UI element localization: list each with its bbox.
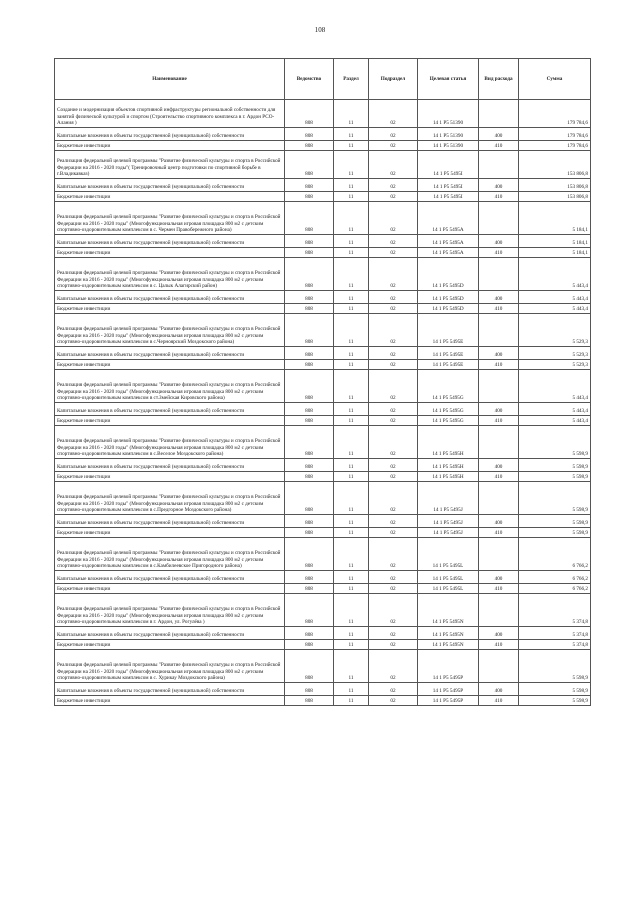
cell-name: Капитальные вложения в объекты государственной (муниципальной) собственности: [55, 403, 285, 416]
cell-amount: 5 598,9: [519, 482, 591, 515]
cell-name: Реализация федеральной целевой программы "Развитие физической культуры и спорта в Российской Федерации на 2016 - 2020 годы" (Многофункциональная игровая площадка 800 м2 с детским спортивно-оздоровительным комплексом в с. Хурикау Моздокского района): [55, 650, 285, 683]
cell-target: 14 1 P5 5495J: [418, 515, 479, 528]
cell-expense-type: [479, 314, 519, 347]
cell-section: 11: [334, 248, 369, 258]
cell-target: 14 1 P5 5495L: [418, 571, 479, 584]
column-header-section: Раздел: [334, 59, 369, 100]
cell-target: 14 1 P5 5495N: [418, 627, 479, 640]
cell-subsection: 02: [369, 192, 418, 202]
column-header-subsection: Подраздел: [369, 59, 418, 100]
cell-section: 11: [334, 459, 369, 472]
cell-department: 808: [285, 304, 334, 314]
table-row: [55, 179, 591, 192]
cell-section: 11: [334, 179, 369, 192]
cell-section: 11: [334, 594, 369, 627]
cell-department: 808: [285, 202, 334, 235]
cell-department: 808: [285, 179, 334, 192]
cell-department: 808: [285, 696, 334, 706]
cell-section: 11: [334, 141, 369, 151]
cell-amount: 5 374,8: [519, 640, 591, 650]
cell-name: Бюджетные инвестиции: [55, 192, 285, 202]
table-header-row: [55, 59, 591, 100]
cell-subsection: 02: [369, 696, 418, 706]
cell-amount: 5 598,9: [519, 459, 591, 472]
cell-subsection: 02: [369, 128, 418, 141]
cell-amount: 5 529,3: [519, 360, 591, 370]
cell-expense-type: [479, 426, 519, 459]
cell-section: 11: [334, 347, 369, 360]
column-header-department: Ведомство: [285, 59, 334, 100]
cell-target: 14 1 P5 5495N: [418, 640, 479, 650]
cell-amount: 5 598,9: [519, 696, 591, 706]
cell-department: 808: [285, 258, 334, 291]
cell-section: 11: [334, 538, 369, 571]
cell-amount: 5 529,3: [519, 347, 591, 360]
cell-target: 14 1 P5 5495G: [418, 416, 479, 426]
table-row: [55, 594, 591, 627]
cell-target: 14 1 P5 51390: [418, 100, 479, 128]
table-row: [55, 151, 591, 179]
cell-section: 11: [334, 370, 369, 403]
cell-subsection: 02: [369, 640, 418, 650]
column-header-expense-type: Вид расхода: [479, 59, 519, 100]
cell-name: Реализация федеральной целевой программы "Развитие физической культуры и спорта в Российской Федерации на 2016 - 2020 годы" (Многофункциональная игровая площадка 800 м2 с детским спортивно-оздоровительным комплексом в с.Черноярский Моздокского района): [55, 314, 285, 347]
cell-expense-type: 410: [479, 696, 519, 706]
cell-name: Капитальные вложения в объекты государственной (муниципальной) собственности: [55, 627, 285, 640]
cell-expense-type: [479, 594, 519, 627]
cell-section: 11: [334, 416, 369, 426]
cell-department: 808: [285, 291, 334, 304]
cell-target: 14 1 P5 5495E: [418, 347, 479, 360]
cell-section: 11: [334, 650, 369, 683]
cell-section: 11: [334, 235, 369, 248]
cell-expense-type: 410: [479, 640, 519, 650]
cell-department: 808: [285, 128, 334, 141]
cell-target: 14 1 P5 5495E: [418, 314, 479, 347]
table-row: [55, 416, 591, 426]
cell-department: 808: [285, 528, 334, 538]
cell-name: Реализация федеральной целевой программы "Развитие физической культуры и спорта в Российской Федерации на 2016 - 2020 годы" (Многофункциональная игровая площадка 800 м2 с детским спортивно-оздоровительным комплексом в с.Камбилеевское Пригородного района): [55, 538, 285, 571]
table-row: [55, 128, 591, 141]
cell-subsection: 02: [369, 571, 418, 584]
cell-name: Реализация федеральной целевой программы "Развитие физической культуры и спорта в Российской Федерации на 2016 - 2020 годы" (Многофункциональная игровая площадка 800 м2 с детским спортивно-оздоровительным комплексом в ст.Змейская Кировского района): [55, 370, 285, 403]
cell-amount: 5 598,9: [519, 472, 591, 482]
cell-target: 14 1 P5 51390: [418, 141, 479, 151]
table-body: [55, 100, 591, 706]
cell-subsection: 02: [369, 426, 418, 459]
cell-amount: 5 598,9: [519, 426, 591, 459]
cell-amount: 5 443,4: [519, 291, 591, 304]
cell-name: Капитальные вложения в объекты государственной (муниципальной) собственности: [55, 291, 285, 304]
cell-department: 808: [285, 515, 334, 528]
cell-expense-type: [479, 482, 519, 515]
table-row: [55, 650, 591, 683]
cell-subsection: 02: [369, 515, 418, 528]
cell-name: Капитальные вложения в объекты государственной (муниципальной) собственности: [55, 179, 285, 192]
cell-section: 11: [334, 304, 369, 314]
cell-subsection: 02: [369, 248, 418, 258]
cell-target: 14 1 P5 5495E: [418, 360, 479, 370]
cell-section: 11: [334, 482, 369, 515]
cell-subsection: 02: [369, 584, 418, 594]
cell-name: Реализация федеральной целевой программы "Развитие физической культуры и спорта в Российской Федерации на 2016 - 2020 годы" (Многофункциональная игровая площадка 800 м2 с детским спортивно-оздоровительным комплексом в г. Ардон, ул. Рогулёва ): [55, 594, 285, 627]
cell-section: 11: [334, 627, 369, 640]
cell-department: 808: [285, 151, 334, 179]
cell-amount: 153 806,8: [519, 179, 591, 192]
cell-section: 11: [334, 258, 369, 291]
cell-amount: 5 184,1: [519, 235, 591, 248]
cell-subsection: 02: [369, 235, 418, 248]
cell-subsection: 02: [369, 100, 418, 128]
cell-expense-type: [479, 258, 519, 291]
cell-department: 808: [285, 192, 334, 202]
cell-name: Бюджетные инвестиции: [55, 416, 285, 426]
cell-expense-type: 410: [479, 192, 519, 202]
table-row: [55, 538, 591, 571]
table-row: [55, 426, 591, 459]
cell-name: Капитальные вложения в объекты государственной (муниципальной) собственности: [55, 235, 285, 248]
cell-name: Бюджетные инвестиции: [55, 640, 285, 650]
cell-subsection: 02: [369, 370, 418, 403]
cell-name: Бюджетные инвестиции: [55, 360, 285, 370]
table-row: [55, 403, 591, 416]
cell-name: Реализация федеральной целевой программы "Развитие физической культуры и спорта в Российской Федерации на 2016 - 2020 годы" (Многофункциональная игровая площадка 800 м2 с детским спортивно-оздоровительным комплексом в с.Веселое Моздокского района): [55, 426, 285, 459]
cell-section: 11: [334, 528, 369, 538]
cell-subsection: 02: [369, 291, 418, 304]
cell-subsection: 02: [369, 459, 418, 472]
table-row: [55, 360, 591, 370]
cell-target: 14 1 P5 5495D: [418, 258, 479, 291]
cell-subsection: 02: [369, 403, 418, 416]
cell-subsection: 02: [369, 416, 418, 426]
cell-subsection: 02: [369, 314, 418, 347]
cell-subsection: 02: [369, 202, 418, 235]
cell-target: 14 1 P5 5495D: [418, 291, 479, 304]
cell-target: 14 1 P5 5495A: [418, 202, 479, 235]
table-row: [55, 482, 591, 515]
table-row: [55, 304, 591, 314]
cell-name: Реализация федеральной целевой программы "Развитие физической культуры и спорта в Российской Федерации на 2016 - 2020 годы"( Тренировочный центр подготовки по спортивной борьбе в г.Владикавказ): [55, 151, 285, 179]
cell-section: 11: [334, 515, 369, 528]
cell-subsection: 02: [369, 347, 418, 360]
cell-department: 808: [285, 683, 334, 696]
cell-expense-type: 400: [479, 683, 519, 696]
cell-department: 808: [285, 403, 334, 416]
cell-department: 808: [285, 235, 334, 248]
column-header-amount: Сумма: [519, 59, 591, 100]
cell-target: 14 1 P5 5495G: [418, 403, 479, 416]
cell-subsection: 02: [369, 650, 418, 683]
cell-section: 11: [334, 426, 369, 459]
cell-subsection: 02: [369, 594, 418, 627]
cell-target: 14 1 P5 5495H: [418, 472, 479, 482]
cell-expense-type: 410: [479, 141, 519, 151]
table-row: [55, 235, 591, 248]
cell-expense-type: 410: [479, 248, 519, 258]
cell-target: 14 1 P5 5495I: [418, 192, 479, 202]
cell-target: 14 1 P5 5495J: [418, 528, 479, 538]
cell-name: Бюджетные инвестиции: [55, 696, 285, 706]
cell-target: 14 1 P5 5495I: [418, 151, 479, 179]
cell-department: 808: [285, 426, 334, 459]
cell-department: 808: [285, 482, 334, 515]
cell-section: 11: [334, 128, 369, 141]
table-row: [55, 472, 591, 482]
cell-expense-type: 410: [479, 528, 519, 538]
cell-subsection: 02: [369, 141, 418, 151]
table-row: [55, 291, 591, 304]
cell-section: 11: [334, 683, 369, 696]
budget-table: [54, 58, 591, 706]
cell-expense-type: 410: [479, 472, 519, 482]
table-row: [55, 528, 591, 538]
cell-name: Капитальные вложения в объекты государственной (муниципальной) собственности: [55, 459, 285, 472]
cell-department: 808: [285, 141, 334, 151]
cell-amount: 5 184,1: [519, 202, 591, 235]
cell-expense-type: 400: [479, 627, 519, 640]
cell-name: Бюджетные инвестиции: [55, 141, 285, 151]
cell-amount: 5 443,4: [519, 370, 591, 403]
cell-amount: 5 529,3: [519, 314, 591, 347]
cell-subsection: 02: [369, 627, 418, 640]
cell-subsection: 02: [369, 258, 418, 291]
table-row: [55, 314, 591, 347]
cell-amount: 5 443,4: [519, 403, 591, 416]
cell-section: 11: [334, 472, 369, 482]
page-number: 108: [314, 26, 326, 34]
cell-department: 808: [285, 416, 334, 426]
cell-name: Реализация федеральной целевой программы "Развитие физической культуры и спорта в Российской Федерации на 2016 - 2020 годы" (Многофункциональная игровая площадка 800 м2 с детским спортивно-оздоровительным комплексом в с.Предгорное Моздокского района): [55, 482, 285, 515]
cell-subsection: 02: [369, 304, 418, 314]
table-row: [55, 347, 591, 360]
cell-expense-type: 400: [479, 571, 519, 584]
cell-amount: 179 784,6: [519, 128, 591, 141]
table-row: [55, 640, 591, 650]
cell-name: Бюджетные инвестиции: [55, 304, 285, 314]
cell-name: Капитальные вложения в объекты государственной (муниципальной) собственности: [55, 571, 285, 584]
cell-section: 11: [334, 100, 369, 128]
cell-expense-type: [479, 202, 519, 235]
cell-target: 14 1 P5 5495H: [418, 459, 479, 472]
cell-subsection: 02: [369, 528, 418, 538]
cell-department: 808: [285, 360, 334, 370]
cell-subsection: 02: [369, 179, 418, 192]
cell-expense-type: [479, 538, 519, 571]
cell-expense-type: [479, 650, 519, 683]
cell-subsection: 02: [369, 151, 418, 179]
cell-subsection: 02: [369, 683, 418, 696]
cell-amount: 5 598,9: [519, 650, 591, 683]
cell-department: 808: [285, 314, 334, 347]
cell-expense-type: 410: [479, 584, 519, 594]
cell-amount: 153 806,8: [519, 192, 591, 202]
cell-department: 808: [285, 459, 334, 472]
cell-subsection: 02: [369, 360, 418, 370]
cell-section: 11: [334, 202, 369, 235]
cell-target: 14 1 P5 5495H: [418, 426, 479, 459]
cell-name: Бюджетные инвестиции: [55, 248, 285, 258]
table-row: [55, 100, 591, 128]
cell-amount: 5 184,1: [519, 248, 591, 258]
cell-expense-type: 400: [479, 347, 519, 360]
cell-target: 14 1 P5 5495I: [418, 179, 479, 192]
cell-amount: 179 784,6: [519, 141, 591, 151]
cell-section: 11: [334, 584, 369, 594]
cell-department: 808: [285, 571, 334, 584]
cell-amount: 5 443,4: [519, 304, 591, 314]
cell-target: 14 1 P5 5495P: [418, 650, 479, 683]
cell-name: Капитальные вложения в объекты государственной (муниципальной) собственности: [55, 347, 285, 360]
cell-target: 14 1 P5 5495N: [418, 594, 479, 627]
cell-department: 808: [285, 370, 334, 403]
cell-subsection: 02: [369, 472, 418, 482]
cell-department: 808: [285, 538, 334, 571]
cell-expense-type: 410: [479, 416, 519, 426]
cell-department: 808: [285, 650, 334, 683]
cell-name: Капитальные вложения в объекты государственной (муниципальной) собственности: [55, 128, 285, 141]
cell-target: 14 1 P5 5495A: [418, 248, 479, 258]
table-row: [55, 627, 591, 640]
cell-section: 11: [334, 696, 369, 706]
cell-amount: 5 443,4: [519, 416, 591, 426]
cell-target: 14 1 P5 5495P: [418, 683, 479, 696]
cell-department: 808: [285, 472, 334, 482]
cell-name: Бюджетные инвестиции: [55, 472, 285, 482]
cell-section: 11: [334, 192, 369, 202]
table-row: [55, 459, 591, 472]
cell-amount: 5 598,9: [519, 515, 591, 528]
cell-department: 808: [285, 347, 334, 360]
cell-expense-type: 400: [479, 403, 519, 416]
cell-section: 11: [334, 403, 369, 416]
table-row: [55, 515, 591, 528]
cell-expense-type: [479, 151, 519, 179]
cell-department: 808: [285, 100, 334, 128]
cell-amount: 6 766,2: [519, 584, 591, 594]
cell-section: 11: [334, 291, 369, 304]
cell-expense-type: 400: [479, 128, 519, 141]
cell-section: 11: [334, 151, 369, 179]
cell-name: Создание и модернизация объектов спортивной инфраструктуры региональной собственности для занятий физической культурой и спортом (Строительство спортивного комплекса в г. Ардон РСО-Алания ): [55, 100, 285, 128]
cell-target: 14 1 P5 5495L: [418, 584, 479, 594]
cell-subsection: 02: [369, 538, 418, 571]
cell-department: 808: [285, 584, 334, 594]
cell-section: 11: [334, 571, 369, 584]
cell-target: 14 1 P5 5495G: [418, 370, 479, 403]
table-row: [55, 696, 591, 706]
cell-department: 808: [285, 640, 334, 650]
table-row: [55, 571, 591, 584]
cell-expense-type: 400: [479, 515, 519, 528]
cell-department: 808: [285, 594, 334, 627]
cell-name: Капитальные вложения в объекты государственной (муниципальной) собственности: [55, 515, 285, 528]
cell-target: 14 1 P5 5495D: [418, 304, 479, 314]
cell-amount: 6 766,2: [519, 571, 591, 584]
cell-expense-type: 400: [479, 291, 519, 304]
cell-name: Реализация федеральной целевой программы "Развитие физической культуры и спорта в Российской Федерации на 2016 - 2020 годы" (Многофункциональная игровая площадка 800 м2 с детским спортивно-оздоровительным комплексом в с. Цалык Алагирский район): [55, 258, 285, 291]
column-header-name: Наименование: [55, 59, 285, 100]
cell-amount: 5 443,4: [519, 258, 591, 291]
cell-department: 808: [285, 627, 334, 640]
cell-expense-type: 410: [479, 360, 519, 370]
table-row: [55, 248, 591, 258]
cell-expense-type: 400: [479, 459, 519, 472]
cell-amount: 5 374,8: [519, 627, 591, 640]
table-row: [55, 370, 591, 403]
table-row: [55, 202, 591, 235]
cell-target: 14 1 P5 5495A: [418, 235, 479, 248]
cell-name: Бюджетные инвестиции: [55, 584, 285, 594]
cell-amount: 5 598,9: [519, 683, 591, 696]
cell-expense-type: 400: [479, 235, 519, 248]
table-row: [55, 584, 591, 594]
cell-section: 11: [334, 360, 369, 370]
cell-amount: 5 374,8: [519, 594, 591, 627]
cell-expense-type: [479, 100, 519, 128]
cell-department: 808: [285, 248, 334, 258]
cell-subsection: 02: [369, 482, 418, 515]
cell-section: 11: [334, 640, 369, 650]
cell-expense-type: 410: [479, 304, 519, 314]
table-row: [55, 192, 591, 202]
table-row: [55, 141, 591, 151]
cell-amount: 179 784,6: [519, 100, 591, 128]
cell-target: 14 1 P5 5495L: [418, 538, 479, 571]
cell-target: 14 1 P5 5495J: [418, 482, 479, 515]
cell-amount: 5 598,9: [519, 528, 591, 538]
column-header-target: Целевая статья: [418, 59, 479, 100]
cell-name: Бюджетные инвестиции: [55, 528, 285, 538]
cell-amount: 153 806,8: [519, 151, 591, 179]
cell-name: Реализация федеральной целевой программы "Развитие физической культуры и спорта в Российской Федерации на 2016 - 2020 годы" (Многофункциональная игровая площадка 800 м2 с детским спортивно-оздоровительным комплексом в с. Чермен Правобережного района): [55, 202, 285, 235]
cell-amount: 6 766,2: [519, 538, 591, 571]
table-row: [55, 258, 591, 291]
cell-expense-type: 400: [479, 179, 519, 192]
cell-target: 14 1 P5 5495P: [418, 696, 479, 706]
cell-target: 14 1 P5 51390: [418, 128, 479, 141]
cell-name: Капитальные вложения в объекты государственной (муниципальной) собственности: [55, 683, 285, 696]
cell-section: 11: [334, 314, 369, 347]
table-row: [55, 683, 591, 696]
cell-expense-type: [479, 370, 519, 403]
